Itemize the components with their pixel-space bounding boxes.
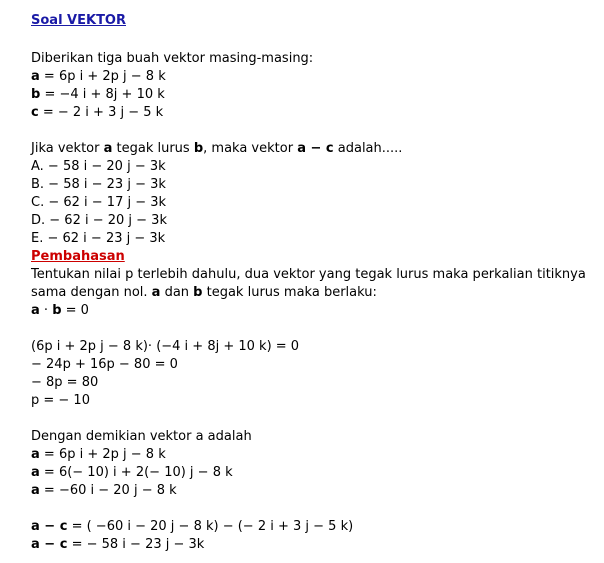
vector-b-definition <box>31 86 601 104</box>
vector-expression: = −4 i + 8j + 10 k <box>40 87 165 102</box>
solution-step: − 24p + 16p − 80 = 0 <box>31 357 178 372</box>
spacer <box>31 32 601 50</box>
explanation-fragment: sama dengan nol. <box>31 285 152 300</box>
solution-explanation-cont <box>31 284 601 302</box>
answer-option: C. − 62 i − 17 j − 3k <box>31 195 167 210</box>
vector-expression: = 6(− 10) i + 2(− 10) j − 8 k <box>39 465 233 480</box>
question-fragment: Jika vektor <box>31 141 104 156</box>
answer-option: B. − 58 i − 23 j − 3k <box>31 177 166 192</box>
explanation-fragment: dan <box>160 285 194 300</box>
spacer <box>31 500 601 518</box>
solution-step: (6p i + 2p j − 8 k)· (−4 i + 8j + 10 k) = 0 <box>31 339 300 354</box>
vector-name: b <box>31 87 41 102</box>
page-title[interactable]: Soal VEKTOR <box>31 13 126 28</box>
question-fragment: tegak lurus <box>112 141 194 156</box>
vector-expression: = 6p i + 2p j − 8 k <box>39 69 166 84</box>
vector-name: a <box>31 483 40 498</box>
final-answer <box>31 536 601 554</box>
document <box>31 10 601 554</box>
vector-expression: = − 2 i + 3 j − 5 k <box>38 105 164 120</box>
final-step <box>31 518 601 536</box>
vector-expression: = 6p i + 2p j − 8 k <box>39 447 166 462</box>
explanation-fragment: tegak lurus maka berlaku: <box>202 285 377 300</box>
vector-name: a <box>151 285 161 300</box>
question-fragment: adalah..... <box>333 141 403 156</box>
equation-rest: = 0 <box>61 303 89 318</box>
vector-name: a <box>31 69 40 84</box>
question-text <box>31 140 601 158</box>
vector-c-definition <box>31 104 601 122</box>
question-fragment: , maka vektor <box>203 141 298 156</box>
vector-a-step <box>31 482 601 500</box>
vector-a-step <box>31 446 601 464</box>
spacer <box>31 410 601 428</box>
solution-step: p = − 10 <box>31 393 90 408</box>
vector-name: a <box>103 141 113 156</box>
vector-name: c <box>31 105 39 120</box>
vector-name: a <box>31 303 40 318</box>
vector-name: b <box>52 303 62 318</box>
solution-step: − 8p = 80 <box>31 375 99 390</box>
vector-name: b <box>193 285 203 300</box>
solution-explanation: Tentukan nilai p terlebih dahulu, dua vektor yang tegak lurus maka perkalian titiknya <box>31 267 586 282</box>
vector-a-definition <box>31 68 601 86</box>
spacer <box>31 320 601 338</box>
vector-name: a <box>31 447 40 462</box>
vector-name: a − c <box>31 537 68 552</box>
solution-heading[interactable]: Pembahasan <box>31 249 125 264</box>
spacer <box>31 122 601 140</box>
problem-intro: Diberikan tiga buah vektor masing-masing: <box>31 51 314 66</box>
answer-option: D. − 62 i − 20 j − 3k <box>31 213 167 228</box>
vector-expression: = − 58 i − 23 j − 3k <box>67 537 205 552</box>
vector-expression: = ( −60 i − 20 j − 8 k) − (− 2 i + 3 j − 5 k) <box>67 519 354 534</box>
vector-a-intro: Dengan demikian vektor a adalah <box>31 429 252 444</box>
dot-operator: · <box>39 303 53 318</box>
dot-product-condition <box>31 302 601 320</box>
vector-expression-name: a − c <box>297 141 334 156</box>
answer-option: E. − 62 i − 23 j − 3k <box>31 231 166 246</box>
vector-a-step <box>31 464 601 482</box>
answer-option: A. − 58 i − 20 j − 3k <box>31 159 166 174</box>
vector-name: a − c <box>31 519 68 534</box>
vector-name: a <box>31 465 40 480</box>
vector-expression: = −60 i − 20 j − 8 k <box>39 483 177 498</box>
vector-name: b <box>193 141 204 156</box>
